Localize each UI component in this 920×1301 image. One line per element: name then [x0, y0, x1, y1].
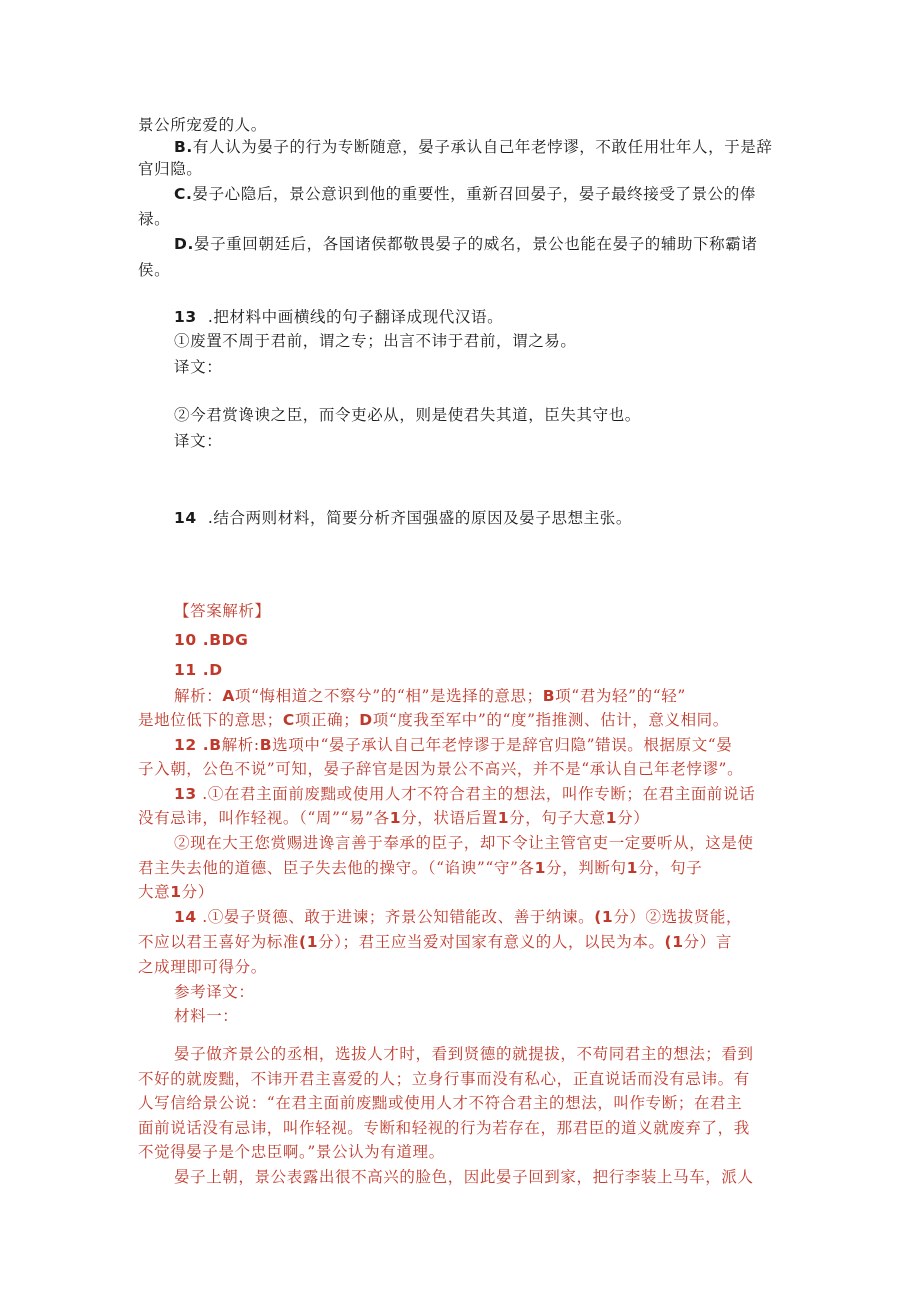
answer-11-analysis-line2: 是地位低下的意思；C项正确；D项“度我至军中”的“度”指推测、估计，意义相同。	[138, 711, 729, 729]
material-one-title: 材料一：	[174, 1007, 239, 1025]
answer-12-line2: 子入朝，公色不说”可知，晏子辞官是因为景公不高兴，并不是“承认自己年老悖谬”。	[138, 760, 744, 778]
translation-line4: 面前说话没有忌讳，叫作轻视。专断和轻视的行为若存在，那君臣的道义就废弃了，我	[138, 1119, 750, 1137]
answer-14-line1: 14 .①晏子贤德、敢于进谏；齐景公知错能改、善于纳谏。(1分）②选拔贤能，	[174, 908, 743, 926]
q12-option-d: D.晏子重回朝廷后，各国诸侯都敬畏晏子的威名，景公也能在晏子的辅助下称霸诸	[174, 235, 758, 253]
q12-option-b: B.有人认为晏子的行为专断随意，晏子承认自己年老悖谬，不敢任用壮年人，于是辞	[174, 138, 773, 156]
q14-prompt: 14 .结合两则材料，简要分析齐国强盛的原因及晏子思想主张。	[174, 509, 632, 527]
answer-13-line2: 没有忌讳，叫作轻视。（“周”“易”各1分，状语后置1分，句子大意1分）	[138, 809, 650, 827]
answer-13-line5: 大意1分）	[138, 883, 214, 901]
q12-option-b-cont: 官归隐。	[138, 160, 203, 178]
answer-14-line2: 不应以君王喜好为标准(1分）；君王应当爱对国家有意义的人，以民为本。(1分）言	[138, 933, 732, 951]
translation-line1: 晏子做齐景公的丞相，选拔人才时，看到贤德的就提拔，不苟同君主的想法；看到	[174, 1045, 754, 1063]
q13-translation-label-1: 译文：	[174, 358, 223, 376]
q12-option-c-cont: 禄。	[138, 210, 171, 228]
answer-14-line3: 之成理即可得分。	[138, 958, 267, 976]
translation-line6: 晏子上朝，景公表露出很不高兴的脸色，因此晏子回到家，把行李装上马车，派人	[174, 1168, 754, 1186]
answer-11: 11 .D	[174, 661, 223, 679]
answer-11-analysis-line1: 解析：A项“悔相道之不察兮”的“相”是选择的意思；B项“君为轻”的“轻”	[174, 687, 686, 705]
answer-13-line1: 13 .①在君主面前废黜或使用人才不符合君主的想法，叫作专断；在君主面前说话	[174, 785, 756, 803]
translation-line3: 人写信给景公说：“在君主面前废黜或使用人才不符合君主的想法，叫作专断；在君主	[138, 1094, 743, 1112]
answers-header: 【答案解析】	[174, 602, 271, 620]
answer-10: 10 .BDG	[174, 631, 249, 649]
q12-option-d-cont: 侯。	[138, 261, 171, 279]
reference-translation-title: 参考译文：	[174, 983, 255, 1001]
translation-line2: 不好的就废黜，不讳开君主喜爱的人；立身行事而没有私心，正直说话而没有忌讳。有	[138, 1070, 750, 1088]
q13-translation-label-2: 译文：	[174, 432, 223, 450]
q12-option-a-tail: 景公所宠爱的人。	[138, 116, 267, 134]
answer-12-line1: 12 .B解析:B选项中“晏子承认自己年老悖谬于是辞官归隐”错误。根据原文“晏	[174, 736, 733, 754]
q13-sentence-2: ②今君赏谗谀之臣，而令吏必从，则是使君失其道，臣失其守也。	[174, 406, 641, 424]
q13-sentence-1: ①废置不周于君前，谓之专；出言不讳于君前，谓之易。	[174, 332, 577, 350]
answer-13-line3: ②现在大王您赏赐进谗言善于奉承的臣子，却下令让主管官吏一定要听从，这是使	[174, 834, 754, 852]
translation-line5: 不觉得晏子是个忠臣啊。”景公认为有道理。	[138, 1143, 445, 1161]
q12-option-c: C.晏子心隐后，景公意识到他的重要性，重新召回晏子，晏子最终接受了景公的俸	[174, 185, 756, 203]
q13-prompt: 13 .把材料中画横线的句子翻译成现代汉语。	[174, 308, 504, 326]
answer-13-line4: 君主失去他的道德、臣子失去他的操守。（“谄谀”“守”各1分，判断句1分，句子	[138, 859, 703, 877]
